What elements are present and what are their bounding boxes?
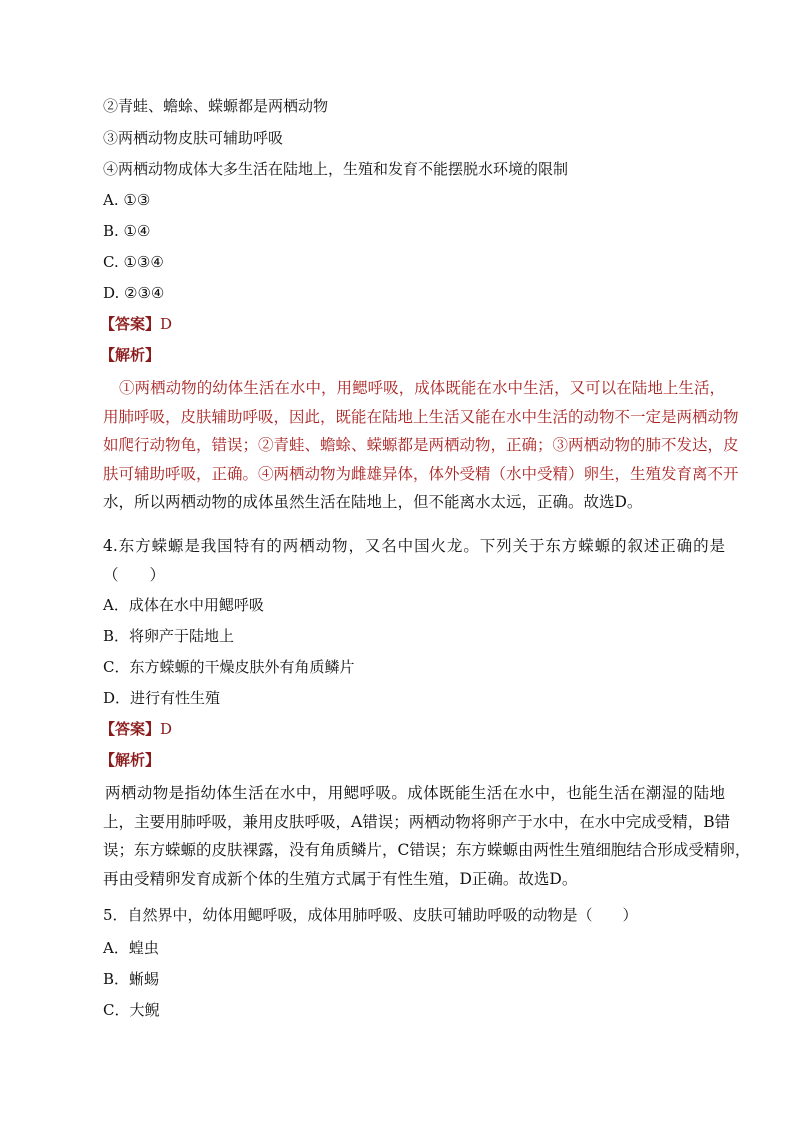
analysis-line: ①两栖动物的幼体生活在水中，用鳃呼吸，成体既能在水中生活，又可以在陆地上生活， bbox=[119, 379, 725, 397]
q4-choice-b: B．将卵产于陆地上 bbox=[103, 627, 235, 645]
answer-label: 【答案】 bbox=[100, 720, 161, 738]
q3-statement-2: ②青蛙、蟾蜍、蝾螈都是两栖动物 bbox=[103, 97, 329, 115]
analysis-line: 用肺呼吸，皮肤辅助呼吸，因此，既能在陆地上生活又能在水中生活的动物不一定是两栖动物 bbox=[103, 407, 739, 426]
question-line: 4.东方蝾螈是我国特有的两栖动物，又名中国火龙。下列关于东方蝾螈的叙述正确的是 bbox=[103, 537, 725, 555]
analysis-label: 【解析】 bbox=[100, 751, 161, 769]
q3-statement-3: ③两栖动物皮肤可辅助呼吸 bbox=[103, 129, 284, 147]
q5-choice-c: C．大鲵 bbox=[103, 1001, 160, 1019]
q3-statement-4: ④两栖动物成体大多生活在陆地上，生殖和发育不能摆脱水环境的限制 bbox=[103, 160, 569, 178]
analysis-line: 上，主要用肺呼吸，兼用皮肤呼吸，A错误；两栖动物将卵产于水中，在水中完成受精，B错 bbox=[103, 812, 731, 831]
analysis-line: 误；东方蝾螈的皮肤裸露，没有角质鳞片，C错误；东方蝾螈由两性生殖细胞结合形成受精卵， bbox=[103, 841, 751, 860]
analysis-line: 再由受精卵发育成新个体的生殖方式属于有性生殖，D正确。故选D。 bbox=[103, 869, 578, 888]
answer-value: D bbox=[160, 720, 173, 738]
q5-question: 5．自然界中，幼体用鳃呼吸，成体用肺呼吸、皮肤可辅助呼吸的动物是（ ） bbox=[103, 906, 638, 924]
q4-question bbox=[103, 532, 725, 589]
answer-label: 【答案】 bbox=[100, 315, 161, 333]
q5-choice-a: A．蝗虫 bbox=[103, 939, 159, 957]
q3-choice-d: D. ②③④ bbox=[103, 284, 165, 302]
answer-value: D bbox=[160, 315, 173, 333]
q4-choice-d: D．进行有性生殖 bbox=[103, 689, 221, 707]
q3-answer bbox=[100, 314, 172, 334]
q4-analysis-label bbox=[100, 750, 160, 770]
q3-choice-a: A. ①③ bbox=[103, 191, 151, 209]
q3-analysis-label bbox=[100, 345, 160, 365]
q4-answer bbox=[100, 719, 172, 739]
analysis-line: 肤可辅助呼吸，正确。④两栖动物为雌雄异体，体外受精（水中受精）卵生，生殖发育离不开 bbox=[103, 464, 739, 483]
question-line: （ ） bbox=[103, 565, 166, 584]
q5-choice-b: B．蜥蜴 bbox=[103, 970, 160, 988]
analysis-line: 两栖动物是指幼体生活在水中，用鳃呼吸。成体既能生活在水中，也能生活在潮湿的陆地 bbox=[105, 784, 725, 802]
q4-choice-a: A．成体在水中用鳃呼吸 bbox=[103, 596, 264, 614]
q4-analysis bbox=[103, 779, 751, 893]
q3-choice-b: B. ①④ bbox=[103, 222, 151, 240]
q4-choice-c: C．东方蝾螈的干燥皮肤外有角质鳞片 bbox=[103, 658, 355, 676]
q3-choice-c: C. ①③④ bbox=[103, 253, 164, 271]
q3-analysis bbox=[103, 374, 739, 517]
analysis-line: 水，所以两栖动物的成体虽然生活在陆地上，但不能离水太远，正确。故选D。 bbox=[103, 493, 643, 512]
analysis-line: 如爬行动物龟，错误；②青蛙、蟾蜍、蝾螈都是两栖动物，正确；③两栖动物的肺不发达，皮 bbox=[103, 436, 739, 455]
analysis-label: 【解析】 bbox=[100, 346, 161, 364]
